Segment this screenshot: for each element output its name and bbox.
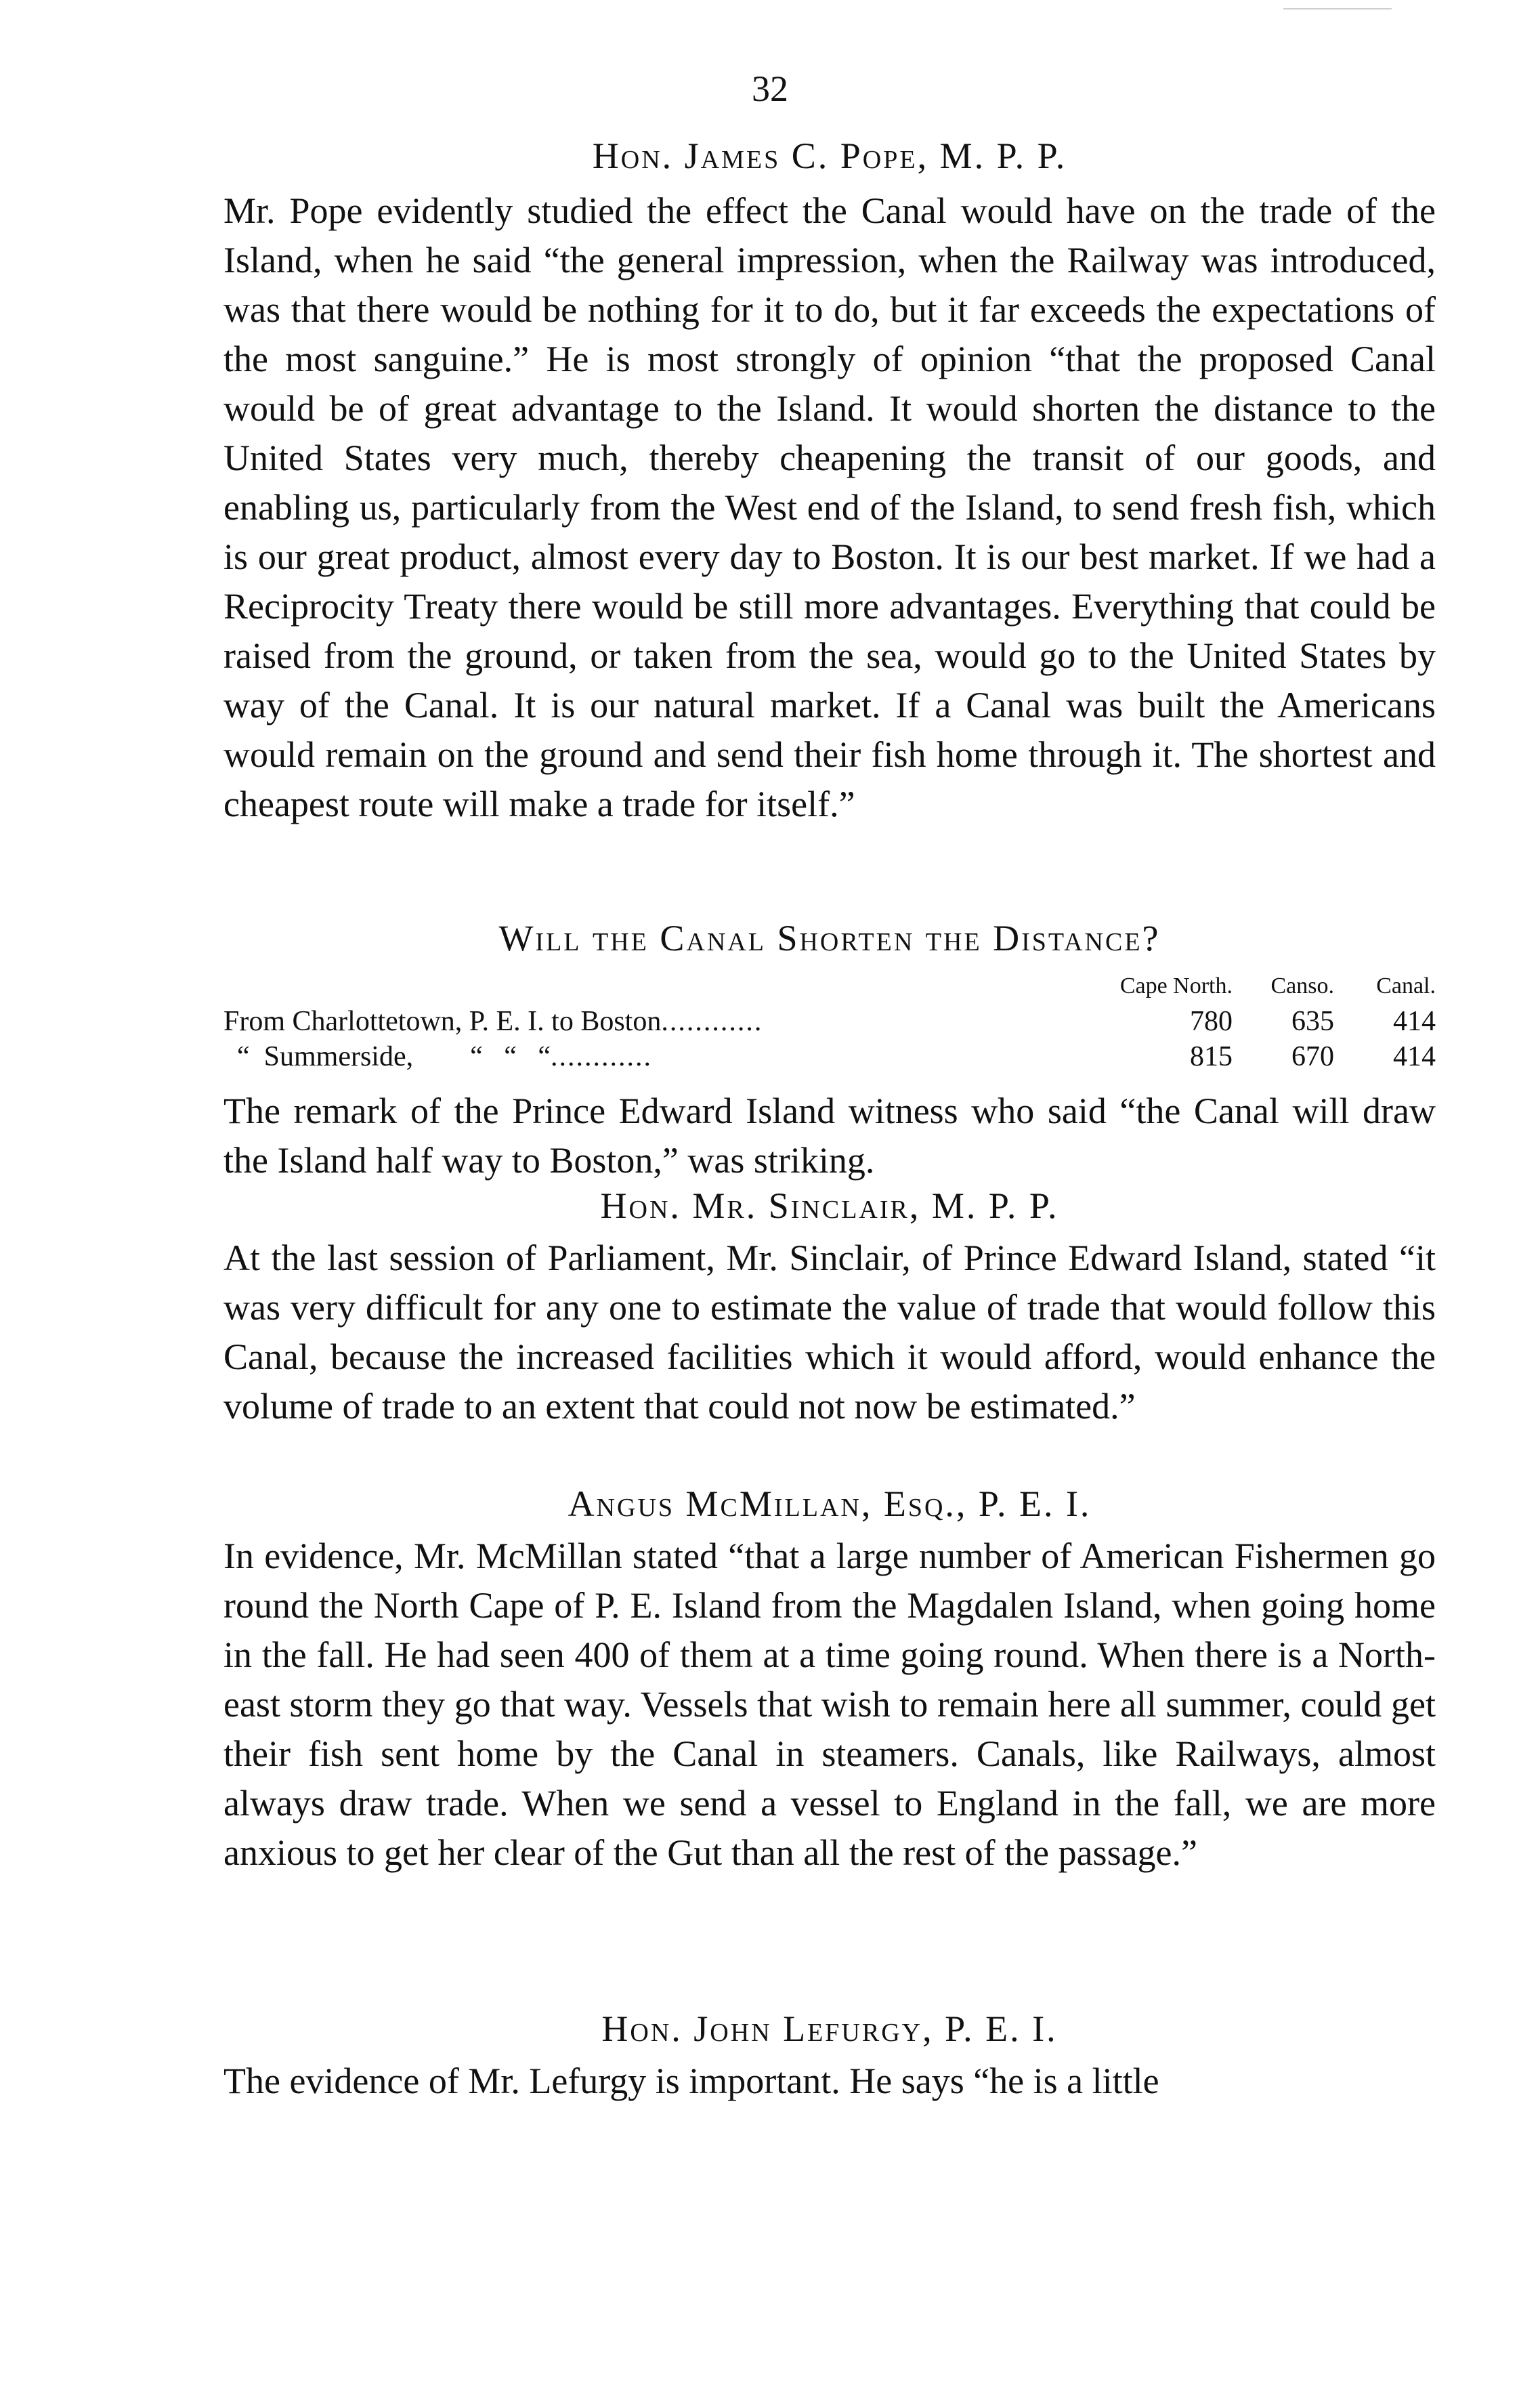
remark-paragraph: The remark of the Prince Edward Island witness who said “the Canal will draw the Island half way to Boston,” was striking. bbox=[223, 1091, 1436, 1181]
table-row bbox=[223, 1004, 1436, 1039]
table-row bbox=[223, 1039, 1436, 1074]
section-heading-mcmillan: Angus McMillan, Esq., P. E. I. bbox=[568, 1483, 1092, 1524]
column-header: Canso. bbox=[1270, 973, 1334, 998]
table-cell: 815 bbox=[1190, 1041, 1233, 1072]
lefurgy-paragraph: The evidence of Mr. Lefurgy is important. He says “he is a little bbox=[223, 2061, 1159, 2101]
section-heading-pope: Hon. James C. Pope, M. P. P. bbox=[592, 135, 1067, 176]
page-number: 32 bbox=[752, 68, 788, 109]
row-label: “ Summerside, “ “ “ bbox=[237, 1041, 551, 1072]
table-cell: 414 bbox=[1393, 1006, 1436, 1037]
pope-paragraph: Mr. Pope evidently studied the effect the Canal would have on the trade of the Island, when he said “the general impression, when the Railway was introduced, was that there would be nothing for it to do, but it far exceeds the expectations of the most sanguine.” He is most strongly of opinion “that the proposed Canal would be of great advantage to the Island. It would shorten the distance to the United States very much, thereby cheapening the transit of our goods, and enabling us, particularly from the West end of the Island, to send fresh fish, which is our great product, almost every day to Boston. It is our best market. If we had a Reciprocity Treaty there would be still more advantages. Everything that could be raised from the ground, or taken from the sea, would go to the United States by way of the Canal. It is our natural market. If a Canal was built the Americans would remain on the ground and send their fish home through it. The shortest and cheapest route will make a trade for itself.” bbox=[223, 190, 1436, 824]
corner-rule bbox=[1283, 8, 1392, 9]
sinclair-section bbox=[223, 1182, 1436, 1431]
pope-section bbox=[223, 132, 1436, 829]
section-heading-sinclair: Hon. Mr. Sinclair, M. P. P. bbox=[600, 1185, 1059, 1226]
table-cell: 780 bbox=[1190, 1006, 1233, 1037]
table-cell: 414 bbox=[1393, 1041, 1436, 1072]
table-header-row bbox=[223, 969, 1436, 1004]
column-header: Canal. bbox=[1376, 973, 1436, 998]
distance-section bbox=[223, 914, 1436, 1185]
distance-table bbox=[223, 969, 1436, 1074]
leader-dots: ............ bbox=[661, 1006, 763, 1037]
distance-heading: Will the Canal Shorten the Distance? bbox=[498, 918, 1161, 958]
section-heading-lefurgy: Hon. John Lefurgy, P. E. I. bbox=[601, 2008, 1058, 2049]
table-cell: 635 bbox=[1291, 1006, 1334, 1037]
leader-dots: ............ bbox=[551, 1041, 653, 1072]
table-cell: 670 bbox=[1291, 1041, 1334, 1072]
mcmillan-section bbox=[223, 1480, 1436, 1878]
lefurgy-section bbox=[223, 2005, 1436, 2106]
column-header: Cape North. bbox=[1119, 973, 1233, 998]
mcmillan-paragraph: In evidence, Mr. McMillan stated “that a large number of American Fishermen go round the North Cape of P. E. Island from the Magdalen Island, when going home in the fall. He had seen 400 of them at a time going round. When there is a North-east storm they go that way. Vessels that wish to remain here all summer, could get their fish sent home by the Canal in steamers. Canals, like Railways, almost always draw trade. When we send a vessel to England in the fall, we are more anxious to get her clear of the Gut than all the rest of the passage.” bbox=[223, 1536, 1436, 1873]
row-label: From Charlottetown, P. E. I. to Boston bbox=[223, 1006, 662, 1037]
sinclair-paragraph: At the last session of Parliament, Mr. Sinclair, of Prince Edward Island, stated “it was very difficult for any one to estimate the value of trade that would follow this Canal, because the increased facilities which it would afford, would enhance the volume of trade to an extent that could not now be estimated.” bbox=[223, 1238, 1436, 1427]
